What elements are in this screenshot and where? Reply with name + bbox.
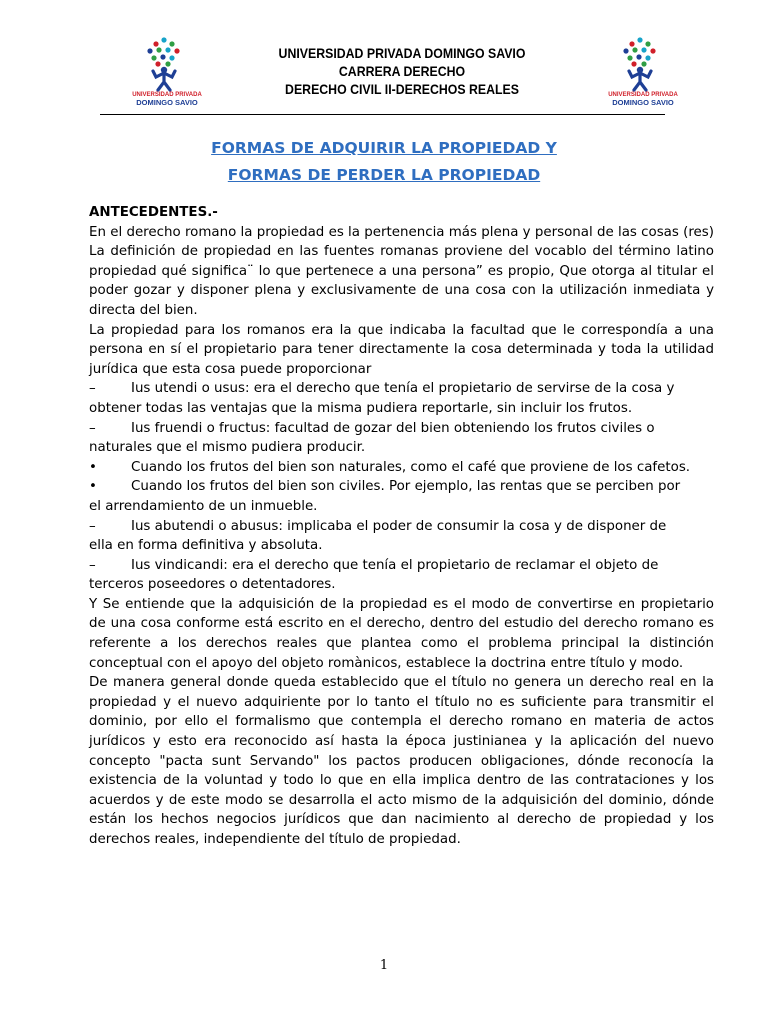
document-body: [89, 203, 714, 850]
dash-marker: –: [89, 557, 96, 573]
university-logo-left: [128, 36, 206, 110]
document-header: [242, 44, 562, 98]
paragraph: La propiedad para los romanos era la que indicaba la facultad que le correspondía a una persona en sí el propietario para tener directamente la cosa determinada y toda la utilidad jurídica que esta cosa puede proporcionar: [89, 322, 714, 377]
list-item: [89, 556, 714, 576]
page-number: 1: [379, 958, 389, 973]
list-item-text: Ius abutendi o abusus: implicaba el poder de consumir la cosa y de disponer de: [131, 518, 667, 534]
bullet-item-continuation: el arrendamiento de un inmueble.: [89, 498, 318, 514]
dash-marker: –: [89, 381, 96, 397]
document-title-line-1: FORMAS DE ADQUIRIR LA PROPIEDAD Y: [211, 139, 557, 157]
logo-caption-top: UNIVERSIDAD PRIVADA: [132, 92, 202, 98]
header-course: DERECHO CIVIL II-DERECHOS REALES: [285, 81, 519, 97]
list-item-continuation: obtener todas las ventajas que la misma pudiera reportarle, sin incluir los frutos.: [89, 400, 633, 416]
paragraph: En el derecho romano la propiedad es la pertenencia más plena y personal de las cosas (res) La definición de propiedad en las fuentes romanas proviene del vocablo del término latino propiedad qué significa¨ lo que pertenece a una persona” es propio, Que otorga al titular el poder gozar y disponer plena y exclusivamente de una cosa con la utilización inmediata y directa del bien.: [89, 224, 714, 318]
header-career: CARRERA DERECHO: [338, 63, 466, 79]
bullet-item-text: Cuando los frutos del bien son civiles. Por ejemplo, las rentas que se perciben por: [131, 479, 681, 495]
dash-marker: –: [89, 420, 96, 436]
list-item: [89, 517, 714, 537]
header-divider: [100, 114, 665, 115]
logo-caption-bottom: DOMINGO SAVIO: [136, 98, 198, 107]
logo-caption-bottom: DOMINGO SAVIO: [612, 98, 674, 107]
document-title-line-2: FORMAS DE PERDER LA PROPIEDAD: [227, 166, 541, 184]
paragraph: De manera general donde queda establecido que el título no genera un derecho real en la propiedad y el nuevo adquiriente por lo tanto el título no es suficiente para transmitir el dominio, por ello el formalismo que contempla el derecho romano en materia de actos jurídicos y esto era reconocido así hasta la época justinianea y la aplicación del nuevo concepto "pacta sunt Servando" los pactos producen obligaciones, dónde reconocía la existencia de la voluntad y todo lo que en ella implica dentro de las contrataciones y los acuerdos y de este modo se desarrolla el acto mismo de la adquisición del dominio, dónde están los hechos negocios jurídicos que dan nacimiento al derecho de propiedad y los derechos reales, independiente del título de propiedad.: [89, 675, 714, 847]
list-item: [89, 419, 714, 439]
bullet-item: [89, 458, 714, 478]
list-item-text: Ius utendi o usus: era el derecho que tenía el propietario de servirse de la cosa y: [131, 381, 675, 397]
bullet-marker: •: [89, 479, 97, 495]
dash-marker: –: [89, 518, 96, 534]
section-heading: ANTECEDENTES.-: [89, 205, 218, 220]
list-item-continuation: ella en forma definitiva y absoluta.: [89, 538, 323, 554]
bullet-item: [89, 477, 714, 497]
list-item-continuation: terceros poseedores o detentadores.: [89, 577, 336, 593]
logo-emblem-icon: [604, 36, 682, 92]
paragraph: Y Se entiende que la adquisición de la propiedad es el modo de convertirse en propietario de una cosa conforme está escrito en el derecho, dentro del estudio del derecho romano es referente a los derechos reales que plantea como el problema principal la distinción conceptual con el apoyo del objeto romànicos, establece la doctrina entre título y modo.: [89, 596, 714, 671]
bullet-item-text: Cuando los frutos del bien son naturales, como el café que proviene de los cafetos.: [131, 459, 691, 475]
logo-caption-top: UNIVERSIDAD PRIVADA: [608, 92, 678, 98]
logo-emblem-icon: [128, 36, 206, 92]
list-item: [89, 379, 714, 399]
bullet-marker: •: [89, 459, 97, 475]
header-university: UNIVERSIDAD PRIVADA DOMINGO SAVIO: [278, 45, 526, 61]
list-item-text: Ius vindicandi: era el derecho que tenía el propietario de reclamar el objeto de: [131, 557, 659, 573]
list-item-continuation: naturales que el mismo pudiera producir.: [89, 440, 366, 456]
list-item-text: Ius fruendi o fructus: facultad de gozar del bien obteniendo los frutos civiles o: [131, 420, 655, 436]
university-logo-right: [604, 36, 682, 110]
